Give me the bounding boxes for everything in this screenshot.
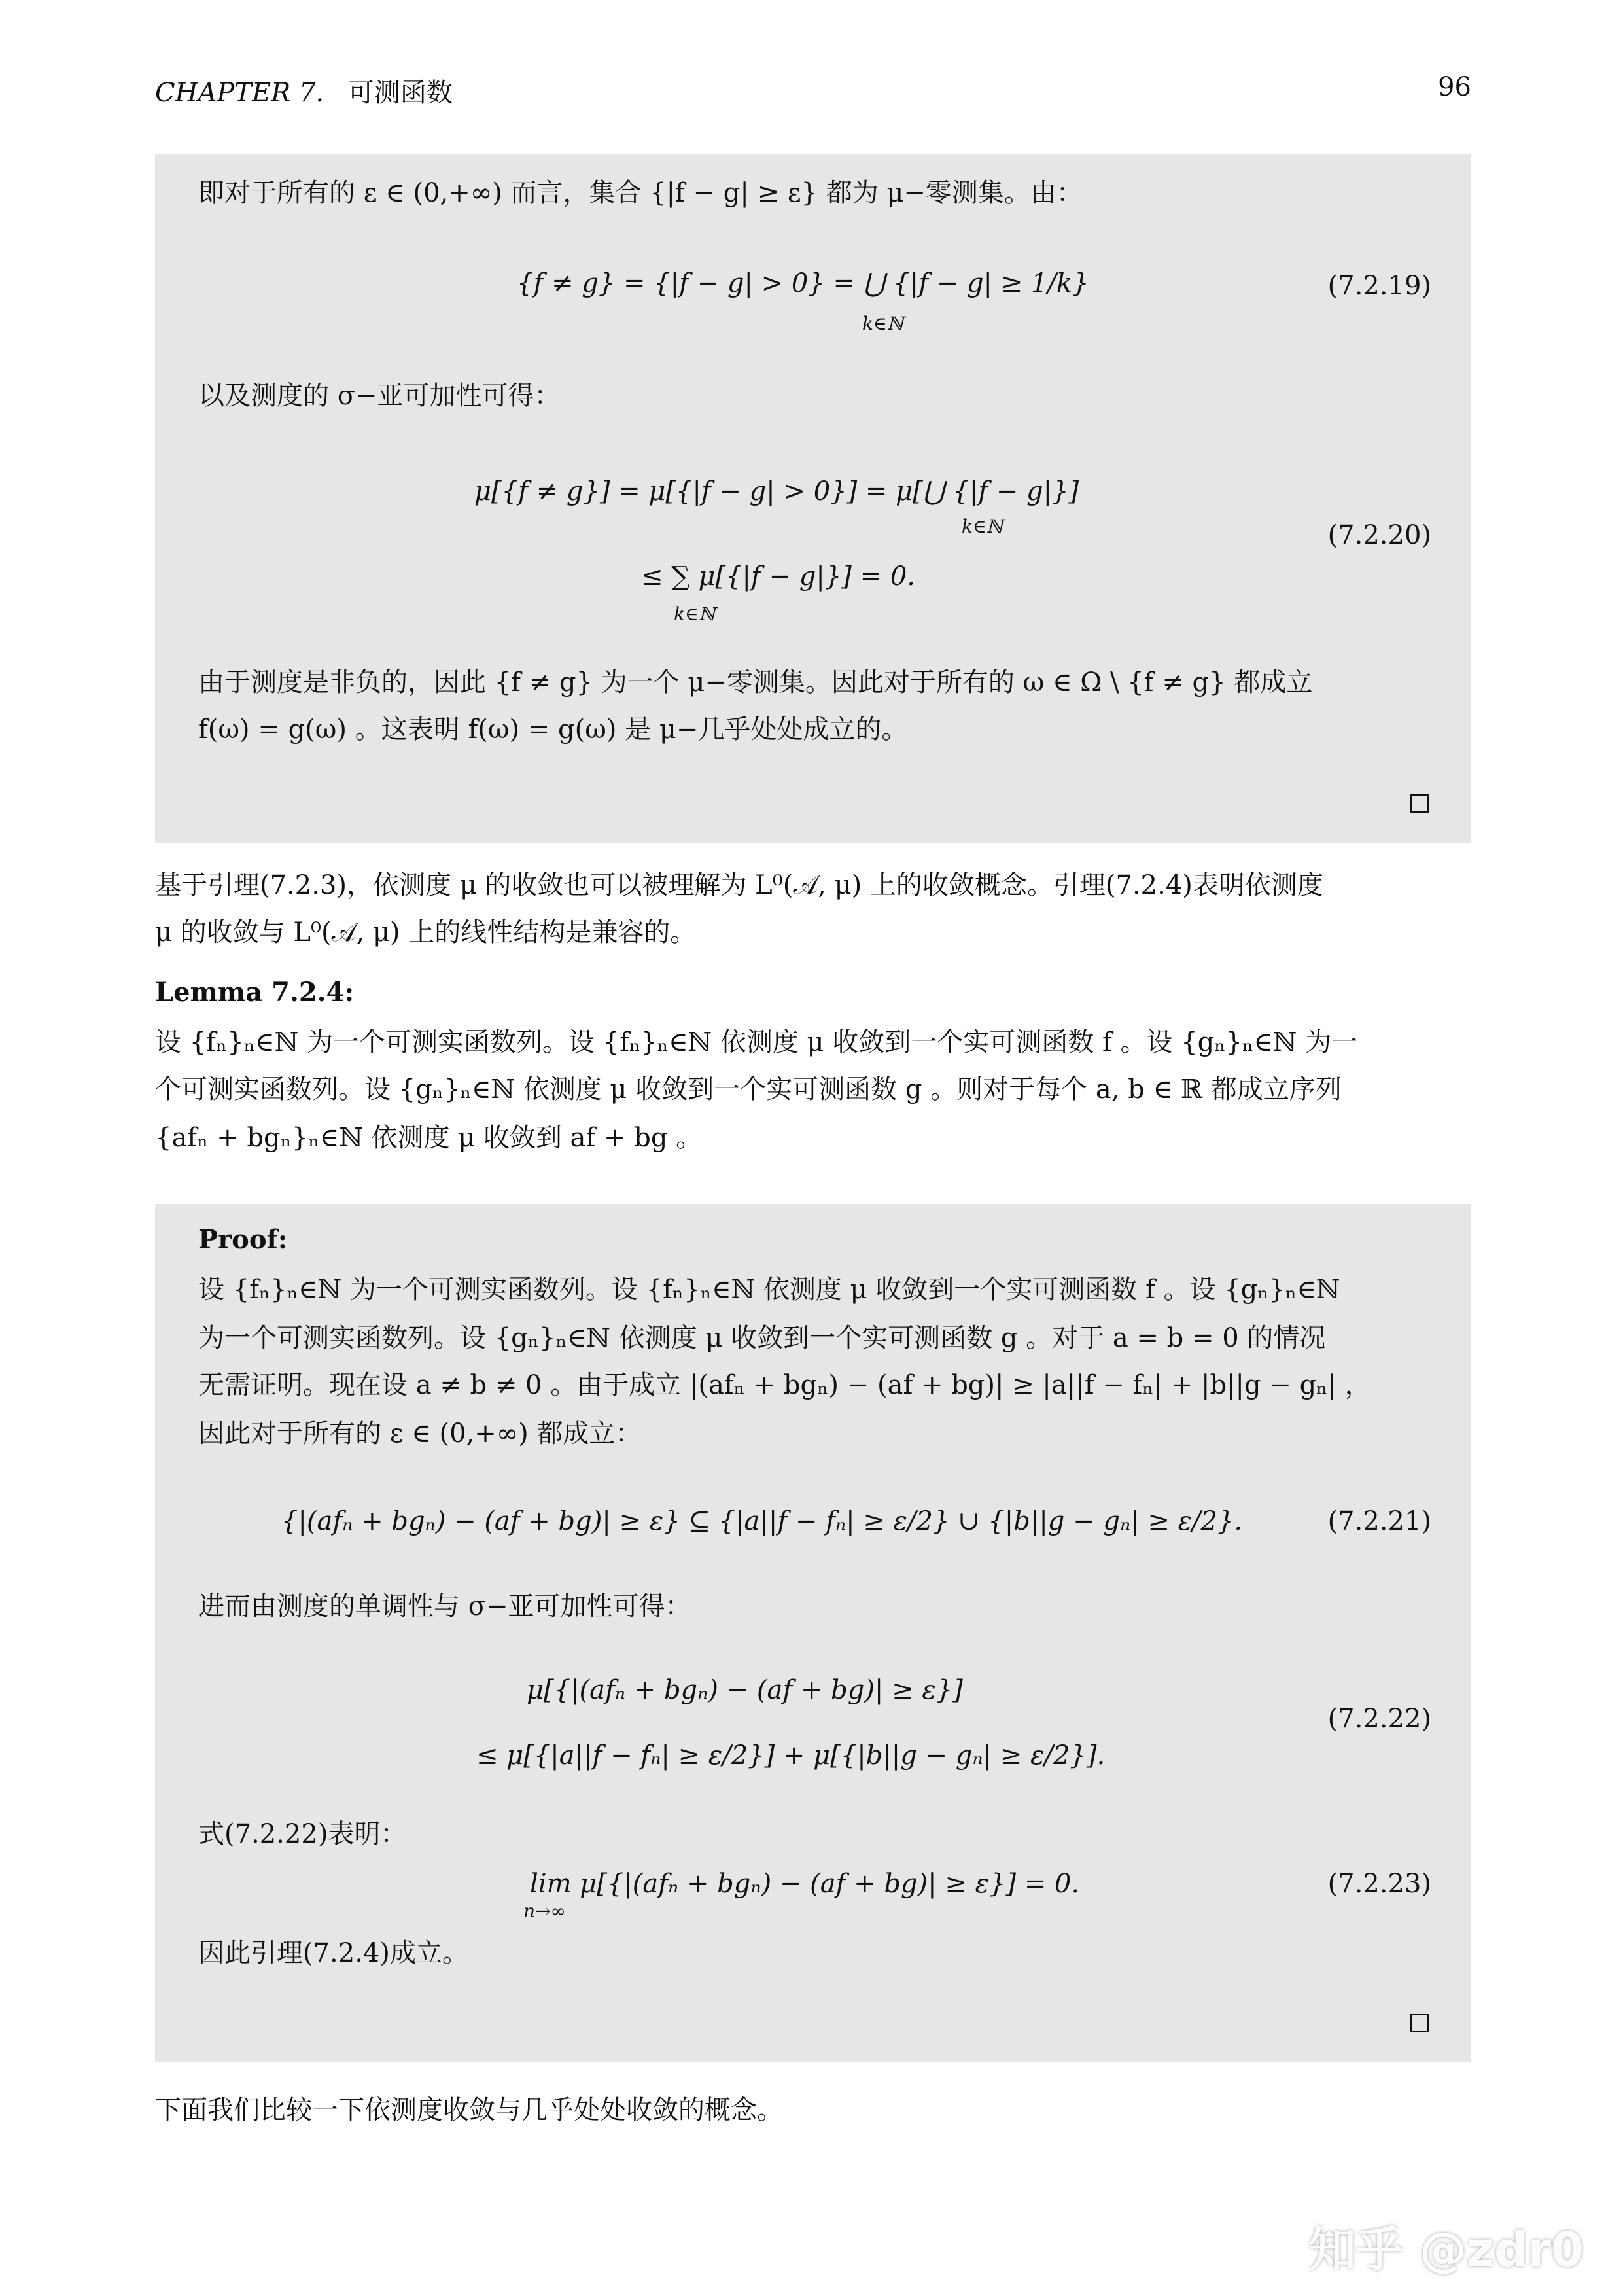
qed-square-1	[1410, 794, 1429, 813]
proof2-line5: 进而由测度的单调性与 σ−亚可加性可得：	[198, 1591, 691, 1621]
equation-7-2-20-line1-subscript: k∈ℕ	[962, 516, 1003, 537]
proof2-line4: 因此对于所有的 ε ∈ (0,+∞) 都成立：	[198, 1419, 642, 1449]
proof1-line4: f(ω) = g(ω) 。这表明 f(ω) = g(ω) 是 μ−几乎处处成立的。	[198, 715, 908, 745]
equation-7-2-20-line1: μ[{f ≠ g}] = μ[{|f − g| > 0}] = μ[⋃ {|f − g|}]	[474, 476, 1079, 506]
lemma-line3: {afₙ + bgₙ}ₙ∈ℕ 依测度 μ 收敛到 af + bg 。	[155, 1123, 703, 1153]
chapter-label: CHAPTER 7.	[155, 78, 324, 108]
chapter-title: 可测函数	[347, 78, 453, 108]
proof1-line3: 由于测度是非负的，因此 {f ≠ g} 为一个 μ−零测集。因此对于所有的 ω ∈ Ω \ {f ≠ g} 都成立	[198, 667, 1313, 698]
proof2-line1: 设 {fₙ}ₙ∈ℕ 为一个可测实函数列。设 {fₙ}ₙ∈ℕ 依测度 μ 收敛到一个实可测函数 f 。设 {gₙ}ₙ∈ℕ	[198, 1275, 1340, 1305]
lemma-line2: 个可测实函数列。设 {gₙ}ₙ∈ℕ 依测度 μ 收敛到一个实可测函数 g 。则对于每个 a, b ∈ ℝ 都成立序列	[155, 1074, 1342, 1104]
equation-7-2-20-line2-subscript: k∈ℕ	[674, 603, 716, 625]
equation-7-2-19-subscript: k∈ℕ	[862, 313, 904, 334]
equation-number-7-2-23: (7.2.23)	[1327, 1869, 1431, 1899]
equation-number-7-2-22: (7.2.22)	[1327, 1704, 1431, 1734]
equation-number-7-2-20: (7.2.20)	[1327, 520, 1431, 550]
equation-7-2-19	[517, 268, 1089, 298]
lemma-title: Lemma 7.2.4:	[155, 977, 355, 1008]
equation-7-2-22-line2: ≤ μ[{|a||f − fₙ| ≥ ε/2}] + μ[{|b||g − gₙ| ≥ ε/2}].	[476, 1740, 1106, 1771]
qed-square-2	[1410, 2014, 1429, 2032]
page-number: 96	[1438, 72, 1471, 102]
body-paragraph-line2: μ 的收敛与 L⁰(𝒜, μ) 上的线性结构是兼容的。	[155, 917, 697, 947]
body-paragraph-line1: 基于引理(7.2.3)，依测度 μ 的收敛也可以被理解为 L⁰(𝒜, μ) 上的收敛概念。引理(7.2.4)表明依测度	[155, 870, 1323, 900]
proof2-line6: 式(7.2.22)表明：	[198, 1819, 407, 1849]
equation-number-7-2-21: (7.2.21)	[1327, 1506, 1431, 1536]
equation-number-7-2-19: (7.2.19)	[1327, 271, 1431, 301]
equation-7-2-23-subscript: n→∞	[523, 1900, 566, 1922]
equation-7-2-23: lim μ[{|(afₙ + bgₙ) − (af + bg)| ≥ ε}] = 0.	[530, 1869, 1080, 1899]
running-header	[155, 72, 453, 109]
proof1-line1: 即对于所有的 ε ∈ (0,+∞) 而言，集合 {|f − g| ≥ ε} 都为 μ−零测集。由：	[198, 178, 1083, 208]
proof1-line2: 以及测度的 σ−亚可加性可得：	[198, 381, 561, 411]
equation-7-2-21: {|(afₙ + bgₙ) − (af + bg)| ≥ ε} ⊆ {|a||f − fₙ| ≥ ε/2} ∪ {|b||g − gₙ| ≥ ε/2}.	[281, 1506, 1243, 1536]
proof2-line3: 无需证明。现在设 a ≠ b ≠ 0 。由于成立 |(afₙ + bgₙ) − (af + bg)| ≥ |a||f − fₙ| + |b||g − gₙ| ，	[198, 1370, 1371, 1400]
closing-paragraph: 下面我们比较一下依测度收敛与几乎处处收敛的概念。	[155, 2095, 783, 2125]
proof2-line2: 为一个可测实函数列。设 {gₙ}ₙ∈ℕ 依测度 μ 收敛到一个实可测函数 g 。对于 a = b = 0 的情况	[198, 1323, 1326, 1353]
equation-7-2-20-line2: ≤ ∑ μ[{|f − g|}] = 0.	[641, 561, 916, 592]
equation-7-2-22-line1: μ[{|(afₙ + bgₙ) − (af + bg)| ≥ ε}]	[527, 1675, 963, 1705]
equation-7-2-19-body: {f ≠ g} = {|f − g| > 0} = ⋃ {|f − g| ≥ 1/k}	[517, 268, 1089, 298]
proof-title: Proof:	[198, 1224, 288, 1255]
proof2-line7: 因此引理(7.2.4)成立。	[198, 1938, 468, 1968]
lemma-line1: 设 {fₙ}ₙ∈ℕ 为一个可测实函数列。设 {fₙ}ₙ∈ℕ 依测度 μ 收敛到一个实可测函数 f 。设 {gₙ}ₙ∈ℕ 为一	[155, 1027, 1358, 1057]
watermark-zhihu: 知乎 @zdr0	[1308, 2222, 1584, 2277]
